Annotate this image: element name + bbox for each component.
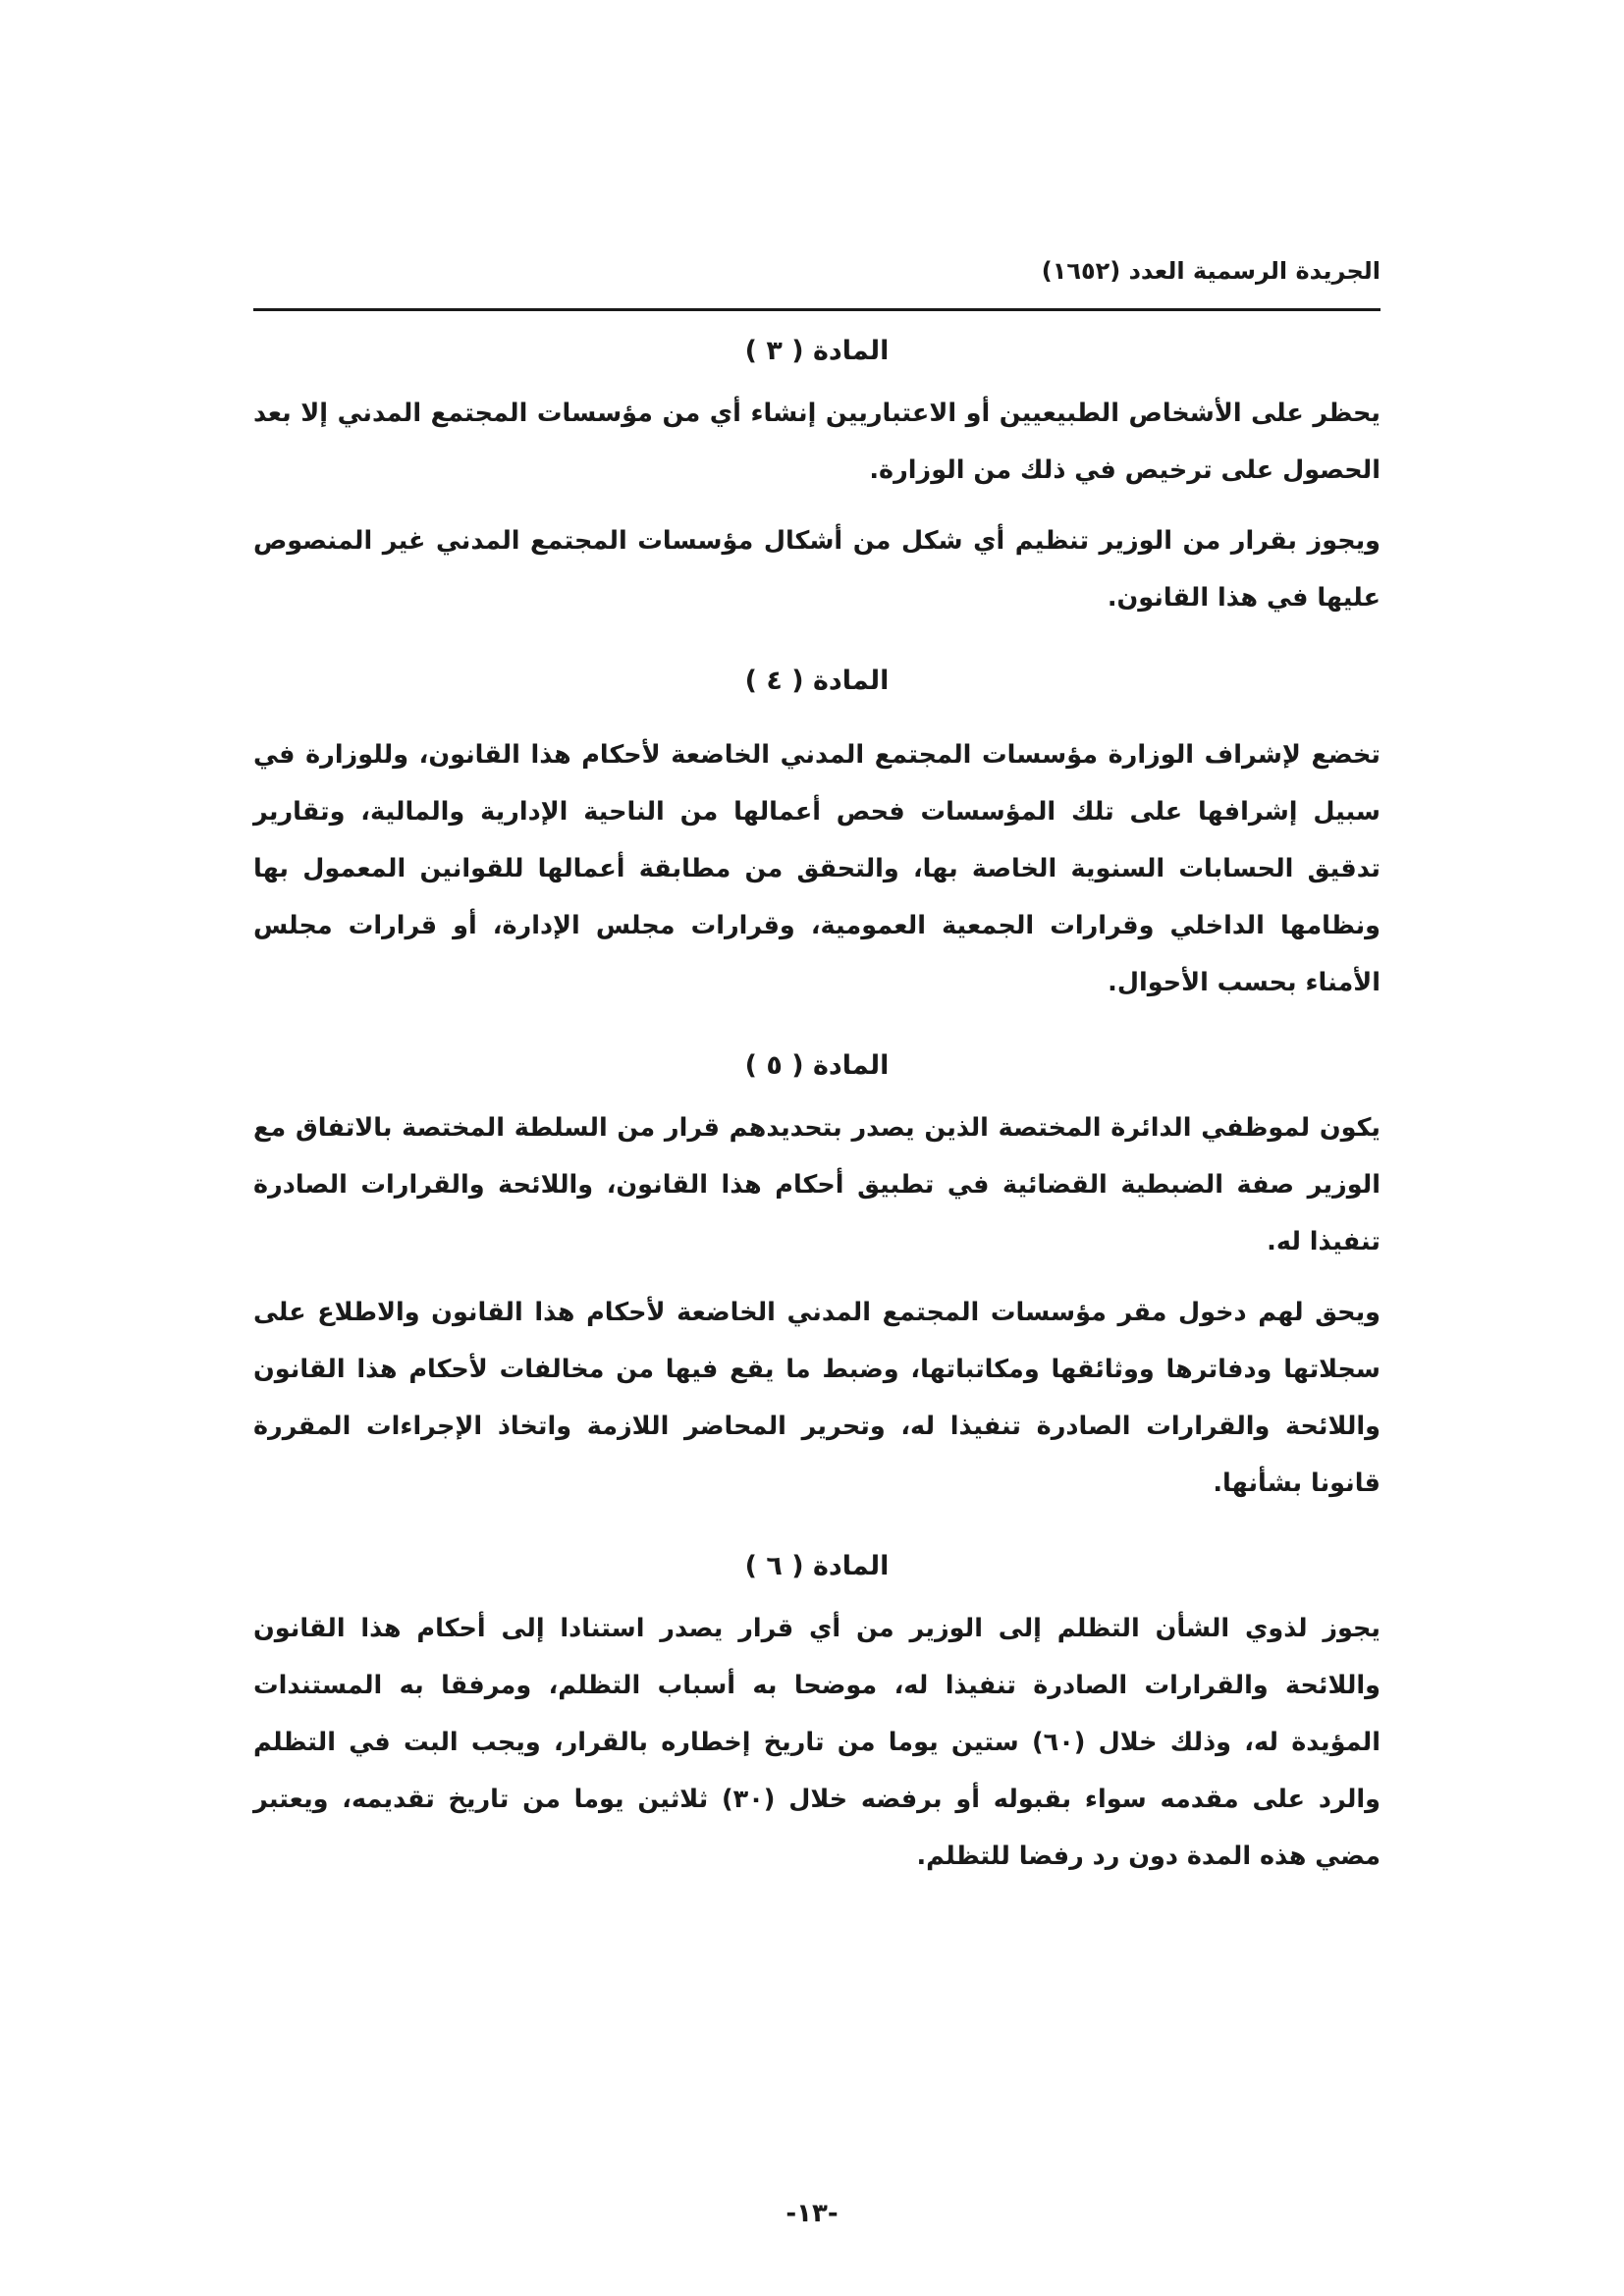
article-heading: المادة ( ٣ ) — [744, 336, 890, 366]
page-number: -١٣- — [785, 2199, 839, 2228]
article-5 — [253, 1046, 1380, 1512]
article-paragraph: يكون لموظفي الدائرة المختصة الذين يصدر بتحديدهم قرار من السلطة المختصة بالاتفاق مع الوزير صفة الضبطية القضائية في تطبيق أحكام هذا القانون، واللائحة والقرارات الصادرة تنفيذا له. — [253, 1113, 1380, 1256]
article-6 — [253, 1547, 1380, 1885]
article-3 — [253, 332, 1380, 626]
article-heading: المادة ( ٤ ) — [744, 666, 890, 696]
article-paragraph: تخضع لإشراف الوزارة مؤسسات المجتمع المدني الخاضعة لأحكام هذا القانون، وللوزارة في سبيل إشرافها على تلك المؤسسات فحص أعمالها من الناحية الإدارية والمالية، وتقارير تدقيق الحسابات السنوية الخاصة بها، والتحقق من مطابقة أعمالها للقوانين المعمول بها ونظامها الداخلي وقرارات الجمعية العمومية، وقرارات مجلس الإدارة، أو قرارات مجلس الأمناء بحسب الأحوال. — [253, 740, 1380, 997]
article-paragraph: ويحق لهم دخول مقر مؤسسات المجتمع المدني الخاضعة لأحكام هذا القانون والاطلاع على سجلاتها ودفاترها ووثائقها ومكاتباتها، وضبط ما يقع فيها من مخالفات لأحكام هذا القانون واللائحة والقرارات الصادرة تنفيذا له، وتحرير المحاضر اللازمة واتخاذ الإجراءات المقررة قانونا بشأنها. — [253, 1298, 1380, 1498]
page-header — [253, 257, 1380, 308]
article-heading: المادة ( ٥ ) — [744, 1050, 890, 1081]
article-heading: المادة ( ٦ ) — [744, 1551, 890, 1581]
article-paragraph: يحظر على الأشخاص الطبيعيين أو الاعتباريين إنشاء أي من مؤسسات المجتمع المدني إلا بعد الحصول على ترخيص في ذلك من الوزارة. — [253, 399, 1380, 485]
article-paragraph: ويجوز بقرار من الوزير تنظيم أي شكل من أشكال مؤسسات المجتمع المدني غير المنصوص عليها في هذا القانون. — [253, 526, 1380, 613]
page-body — [253, 332, 1380, 2020]
gazette-issue-title: الجريدة الرسمية العدد (١٦٥٢) — [1041, 257, 1380, 285]
header-divider — [253, 308, 1380, 311]
article-paragraph: يجوز لذوي الشأن التظلم إلى الوزير من أي قرار يصدر استنادا إلى أحكام هذا القانون واللائحة والقرارات الصادرة تنفيذا له، موضحا به أسباب التظلم، ومرفقا به المستندات المؤيدة له، وذلك خلال (٦٠) ستين يوما من تاريخ إخطاره بالقرار، ويجب البت في التظلم والرد على مقدمه سواء بقبوله أو برفضه خلال (٣٠) ثلاثين يوما من تاريخ تقديمه، ويعتبر مضي هذه المدة دون رد رفضا للتظلم. — [253, 1614, 1380, 1871]
article-4 — [253, 662, 1380, 1011]
